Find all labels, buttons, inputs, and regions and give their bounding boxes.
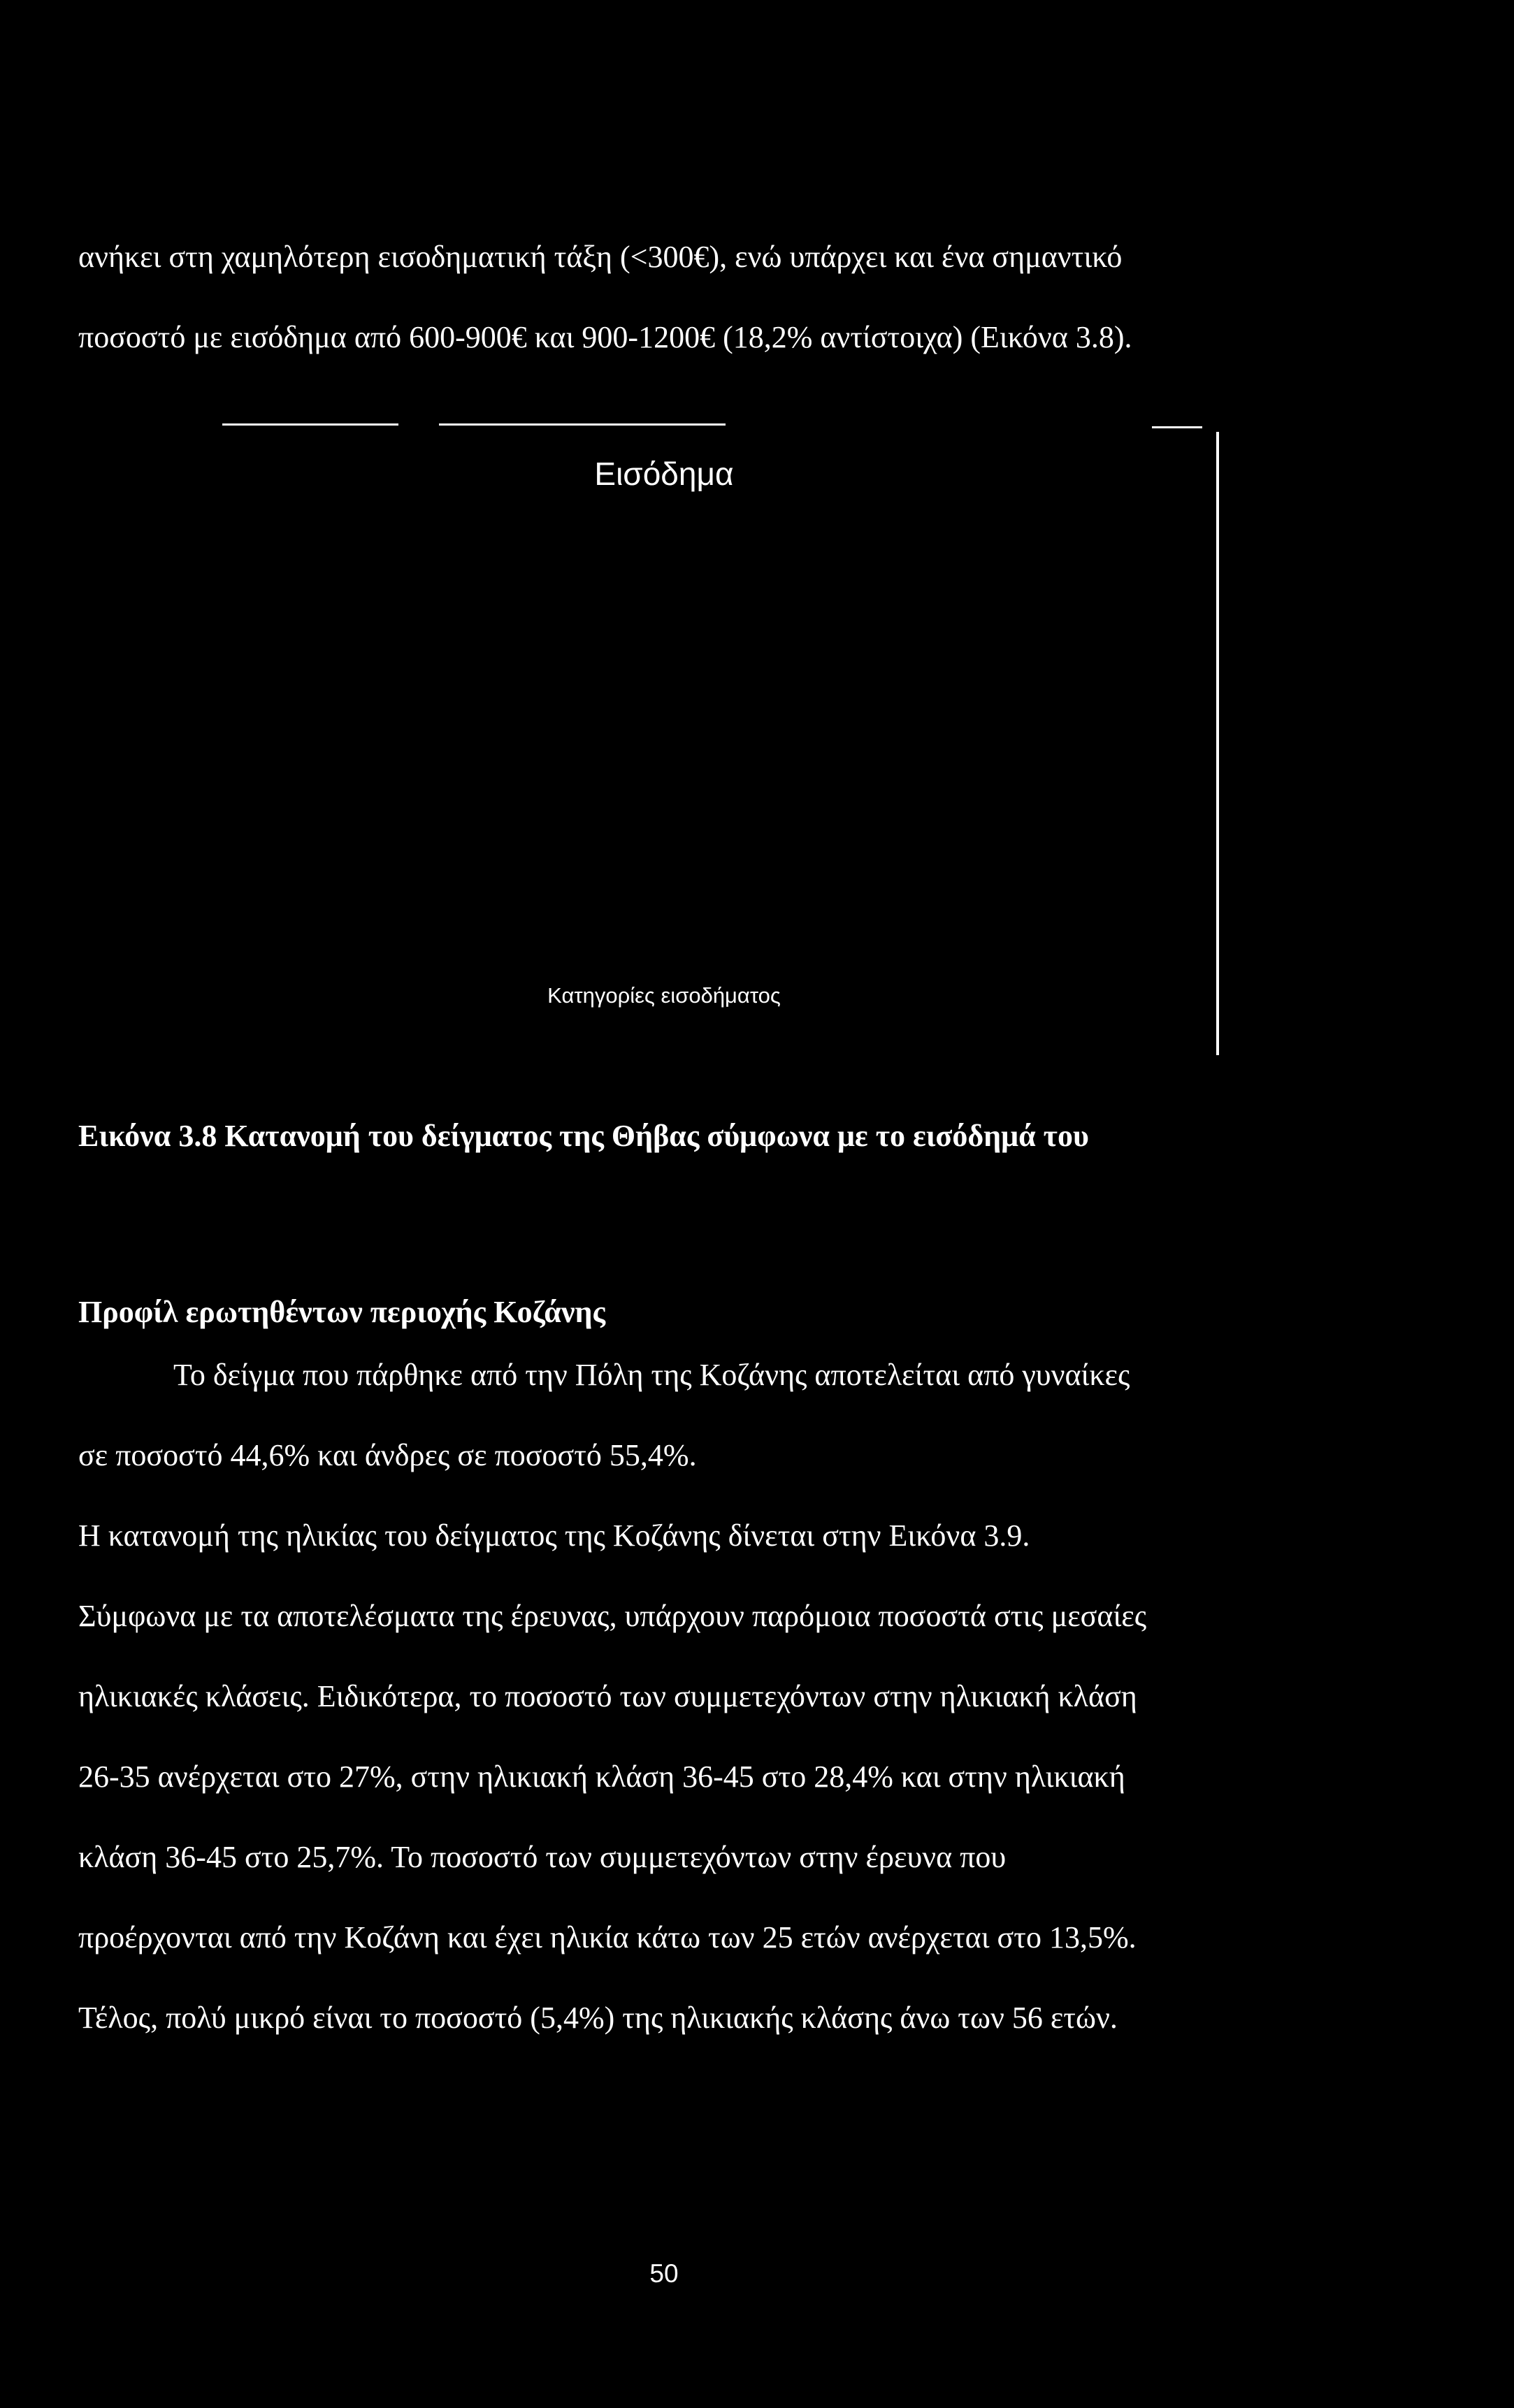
chart-title: Εισόδημα bbox=[594, 456, 734, 492]
chart-top-rule bbox=[439, 423, 726, 426]
body-text-line: ποσοστό με εισόδημα από 600-900€ και 900-1200€ (18,2% αντίστοιχα) (Εικόνα 3.8). bbox=[78, 320, 1132, 354]
body-text-line: ανήκει στη χαμηλότερη εισοδηματική τάξη (<300€), ενώ υπάρχει και ένα σημαντικό bbox=[78, 240, 1123, 274]
paragraph-line: ηλικιακές κλάσεις. Ειδικότερα, το ποσοστό των συμμετεχόντων στην ηλικιακή κλάση bbox=[78, 1679, 1137, 1713]
section-heading: Προφίλ ερωτηθέντων περιοχής Κοζάνης bbox=[78, 1295, 606, 1329]
chart-right-border bbox=[1216, 432, 1219, 1055]
page-number: 50 bbox=[649, 2259, 679, 2288]
chart-top-rule bbox=[222, 423, 398, 426]
paragraph-line: σε ποσοστό 44,6% και άνδρες σε ποσοστό 55,4%. bbox=[78, 1438, 697, 1472]
chart-x-axis-label: Κατηγορίες εισοδήματος bbox=[547, 983, 781, 1008]
figure-caption: Εικόνα 3.8 Κατανομή του δείγματος της Θήβας σύμφωνα με το εισόδημά του bbox=[78, 1119, 1089, 1153]
paragraph-line: Η κατανομή της ηλικίας του δείγματος της Κοζάνης δίνεται στην Εικόνα 3.9. bbox=[78, 1518, 1030, 1553]
paragraph-line: Το δείγμα που πάρθηκε από την Πόλη της Κοζάνης αποτελείται από γυναίκες bbox=[173, 1358, 1130, 1392]
paragraph-line: κλάση 36-45 στο 25,7%. Το ποσοστό των συμμετεχόντων στην έρευνα που bbox=[78, 1840, 1007, 1874]
paragraph-line: Σύμφωνα με τα αποτελέσματα της έρευνας, υπάρχουν παρόμοια ποσοστά στις μεσαίες bbox=[78, 1599, 1147, 1633]
paragraph-line: Τέλος, πολύ μικρό είναι το ποσοστό (5,4%) της ηλικιακής κλάσης άνω των 56 ετών. bbox=[78, 2001, 1118, 2035]
paragraph-line: προέρχονται από την Κοζάνη και έχει ηλικία κάτω των 25 ετών ανέρχεται στο 13,5%. bbox=[78, 1920, 1137, 1954]
chart-top-rule bbox=[1152, 426, 1202, 428]
paragraph-line: 26-35 ανέρχεται στο 27%, στην ηλικιακή κλάση 36-45 στο 28,4% και στην ηλικιακή bbox=[78, 1760, 1125, 1794]
